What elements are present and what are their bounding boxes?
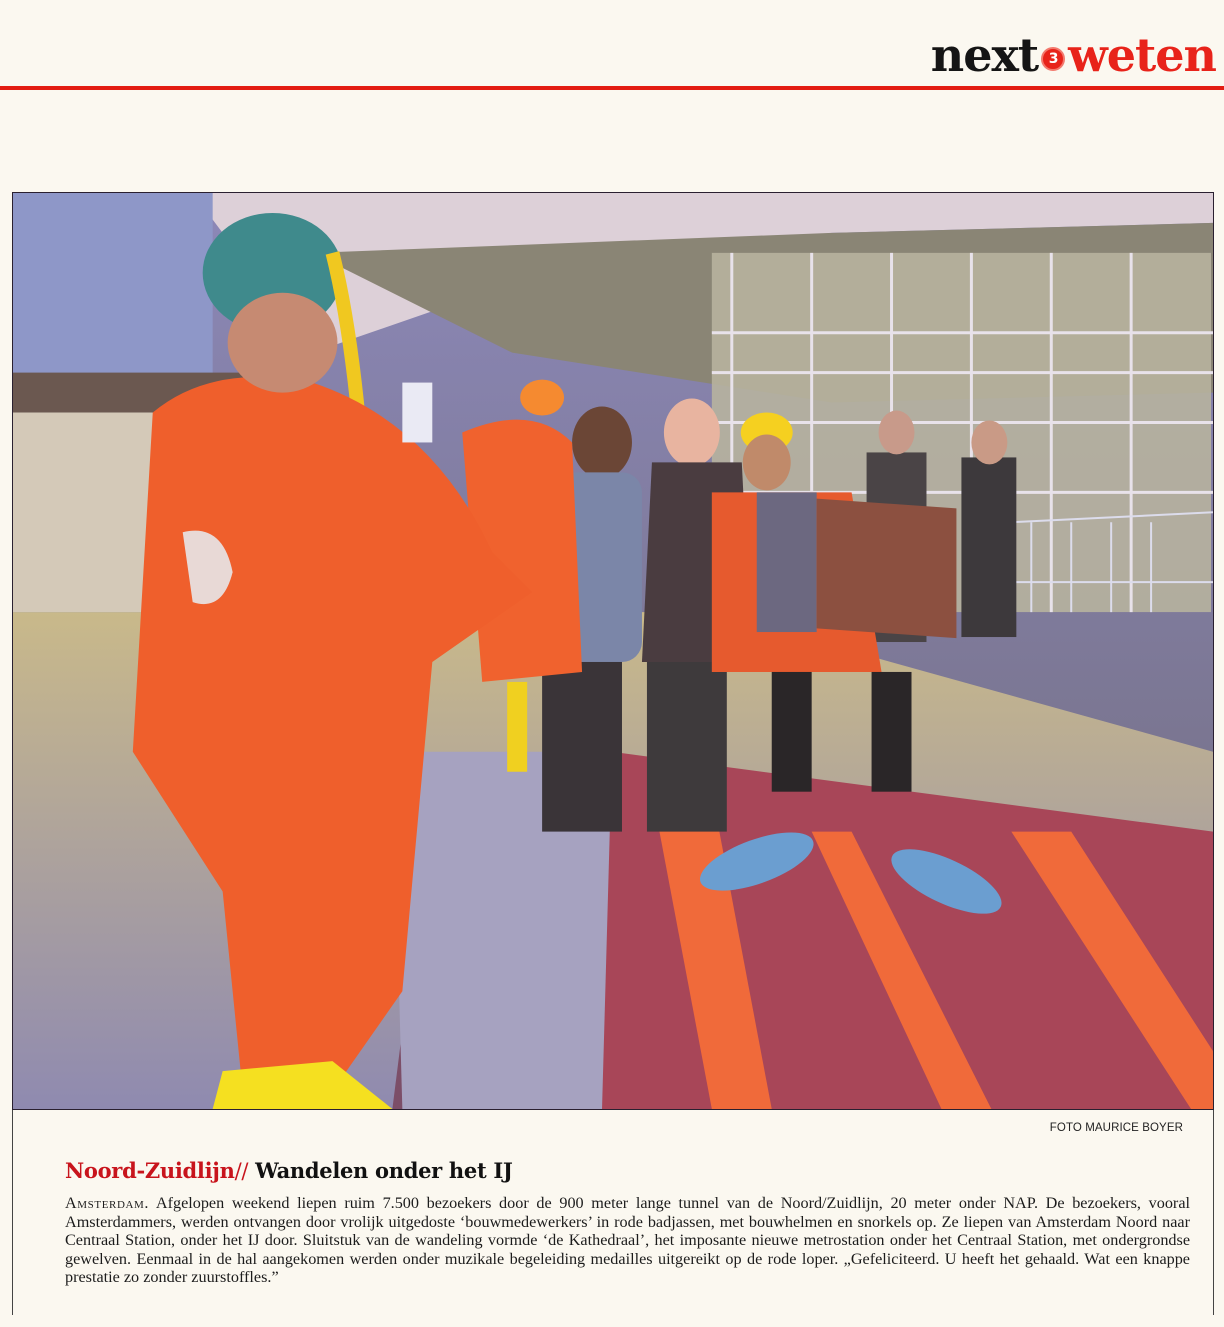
caption-box	[12, 1110, 1214, 1315]
section-masthead	[931, 30, 1216, 80]
article-headline	[65, 1158, 513, 1183]
headline-kicker: Noord-Zuidlijn	[65, 1158, 235, 1183]
dateline: Amsterdam.	[65, 1194, 150, 1212]
page-number-badge: 3	[1041, 47, 1065, 71]
body-paragraph: Afgelopen weekend liepen ruim 7.500 bezoekers door de 900 meter lange tunnel van de Noord/Zuidlijn, 20 meter onder NAP. De bezoekers, vooral Amsterdammers, werden ontvangen door vrolijk uitgedoste ‘bouwmedewerkers’ in rode badjassen, met bouwhelmen en snorkels op. Ze liepen van Amsterdam Noord naar Centraal Station, onder het IJ door. Sluitstuk van de wandeling vormde ‘de Kathedraal’, het imposante nieuwe metrostation onder het Centraal Station, met ondergrondse gewelven. Eenmaal in de hal aangekomen werden onder muzikale begeleiding medailles uitgereikt op de rode loper. „Gefeliciteerd. U heeft het gehaald. Wat een knappe prestatie zo zonder zuurstoffles.”	[65, 1194, 1191, 1287]
header-rule	[0, 86, 1224, 90]
photo-credit: FOTO MAURICE BOYER	[1049, 1122, 1183, 1134]
masthead-next: next	[930, 28, 1039, 82]
headline-separator: //	[234, 1159, 249, 1183]
article-body	[65, 1194, 1190, 1287]
masthead-weten: weten	[1068, 28, 1216, 82]
photo-illustration	[13, 193, 1213, 1109]
headline-title: Wandelen onder het IJ	[255, 1158, 513, 1183]
news-photo	[12, 192, 1214, 1110]
